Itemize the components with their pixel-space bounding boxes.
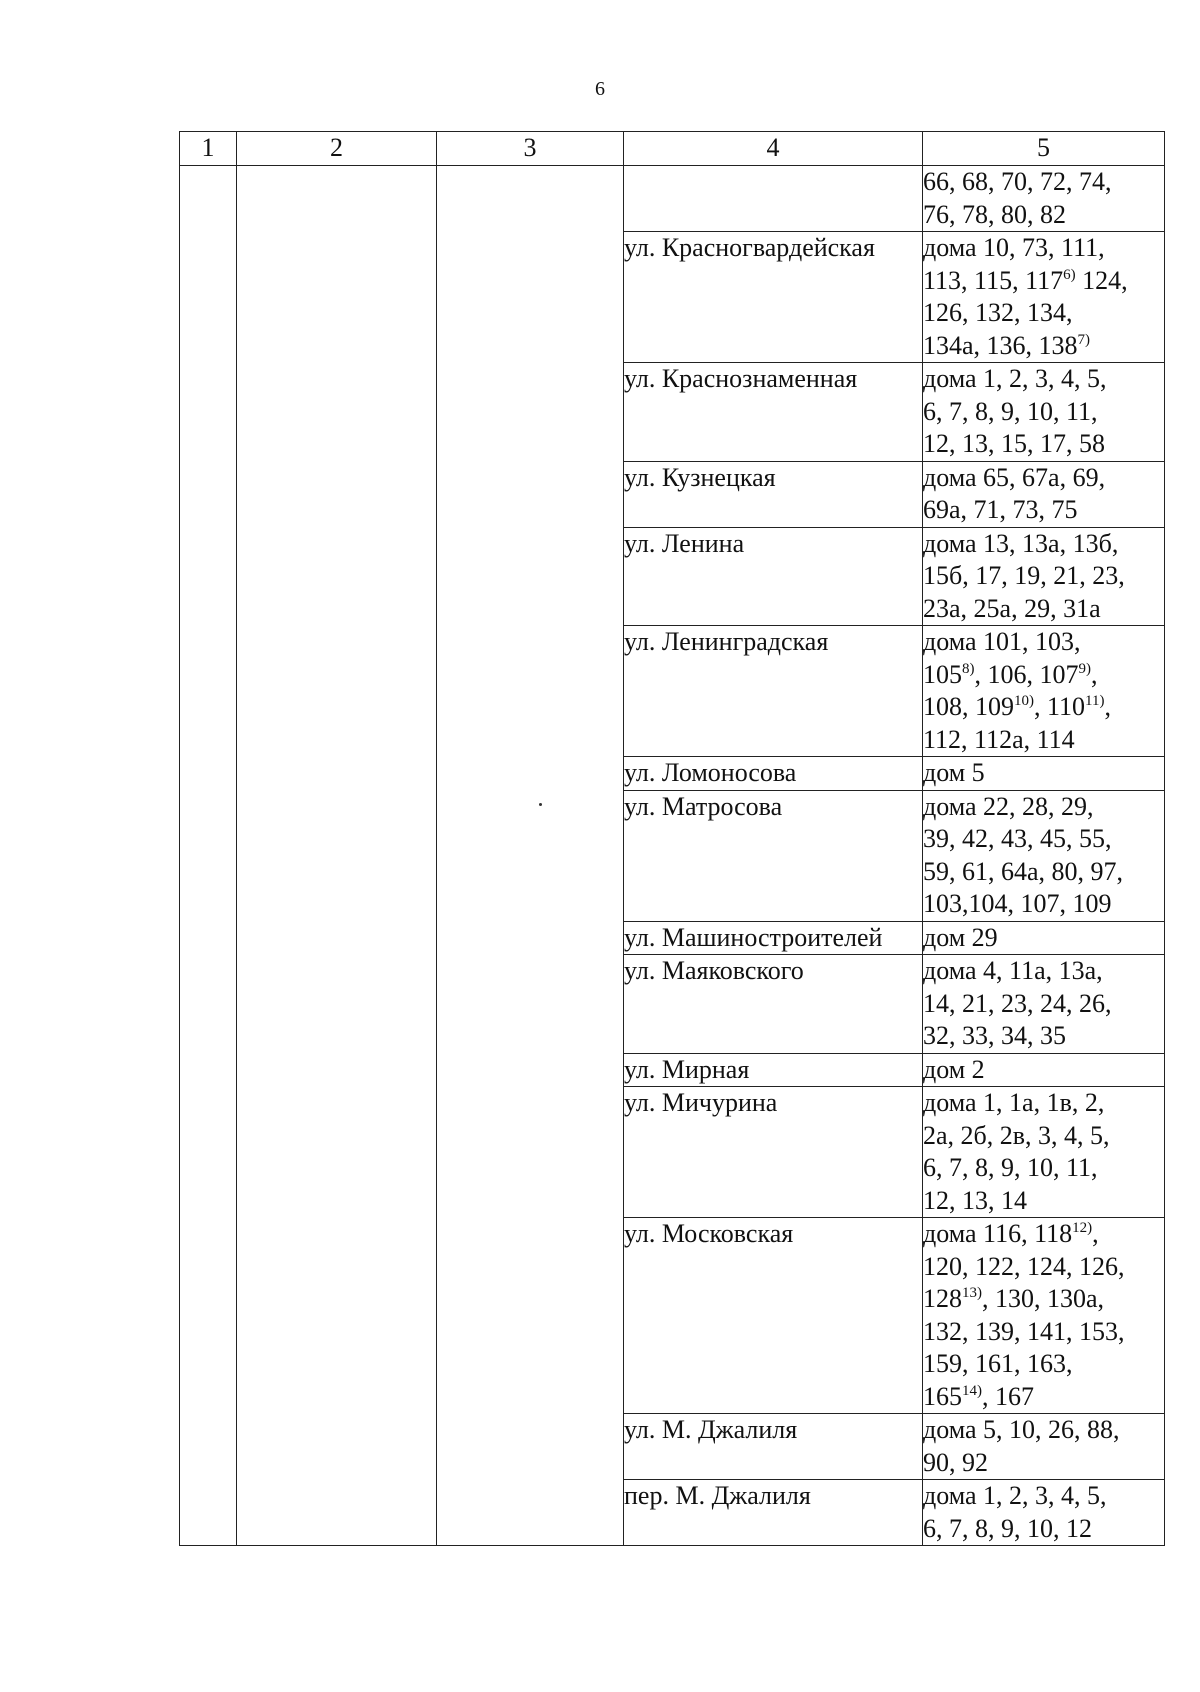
footnote-marker: 10): [1014, 693, 1034, 709]
column-1-cell: [180, 166, 237, 1546]
houses-line: дома 4, 11а, 13а,: [923, 956, 1103, 985]
houses-line: дома 13, 13а, 13б,: [923, 528, 1119, 558]
houses-line: 165$^{14)}$, 167: [923, 1381, 1034, 1411]
houses-line: 6, 7, 8, 9, 10, 11,: [923, 396, 1098, 426]
column-header-1: 1: [180, 132, 237, 166]
houses-cell: [923, 232, 1165, 363]
street-cell: ул. Машиностроителей: [624, 921, 923, 955]
street-cell: ул. Мирная: [624, 1053, 923, 1087]
houses-line: 6, 7, 8, 9, 10, 11,: [923, 1153, 1098, 1182]
column-2-cell: [237, 166, 437, 1546]
houses-line: дома 101, 103,: [923, 627, 1081, 656]
houses-line: 113, 115, 117$^{6)}$ 124,: [923, 265, 1128, 295]
houses-line: 128$^{13)}$, 130, 130а,: [923, 1284, 1105, 1313]
houses-cell: [923, 955, 1165, 1054]
footnote-marker: 13): [962, 1285, 982, 1301]
houses-line: дома 22, 28, 29,: [923, 791, 1094, 821]
houses-line: дома 10, 73, 111,: [923, 233, 1105, 262]
table-body: [180, 166, 1165, 1546]
houses-line: 103,104, 107, 109: [923, 889, 1112, 918]
address-table: [179, 131, 1165, 1546]
houses-cell: [923, 1480, 1165, 1546]
street-cell: ул. Краснознаменная: [624, 363, 923, 462]
street-cell: ул. Ленинградская: [624, 626, 923, 757]
footnote-marker: 9): [1078, 660, 1091, 677]
houses-line: 59, 61, 64а, 80, 97,: [923, 856, 1124, 886]
scan-speck: [539, 803, 542, 806]
table-row: [180, 166, 1165, 232]
houses-cell: [923, 527, 1165, 626]
column-3-cell: [437, 166, 624, 1546]
column-header-2: 2: [237, 132, 437, 166]
page-number: 6: [595, 78, 605, 100]
houses-line: 105$^{8)}$, 106, 107$^{9)}$,: [923, 659, 1098, 689]
houses-line: 14, 21, 23, 24, 26,: [923, 988, 1112, 1018]
street-cell: ул. Мичурина: [624, 1087, 923, 1218]
houses-line: 23а, 25а, 29, 31а: [923, 593, 1101, 623]
footnote-marker: 12): [1072, 1220, 1093, 1236]
houses-line: 108, 109$^{10)}$, 110$^{11)}$,: [923, 692, 1111, 721]
houses-line: дом 2: [923, 1054, 985, 1084]
houses-line: дома 1, 2, 3, 4, 5,: [923, 1481, 1107, 1510]
houses-line: 69а, 71, 73, 75: [923, 495, 1078, 524]
houses-line: 134а, 136, 138$^{7)}$: [923, 330, 1091, 360]
houses-line: 66, 68, 70, 72, 74,: [923, 167, 1112, 196]
street-cell: ул. Маяковского: [624, 955, 923, 1054]
houses-line: дом 29: [923, 922, 998, 952]
houses-cell: [923, 166, 1165, 232]
houses-line: 90, 92: [923, 1447, 988, 1477]
footnote-marker: 11): [1085, 693, 1105, 709]
footnote-marker: 7): [1077, 331, 1091, 348]
houses-line: дома 65, 67а, 69,: [923, 462, 1106, 492]
houses-line: 15б, 17, 19, 21, 23,: [923, 561, 1125, 590]
houses-cell: [923, 461, 1165, 527]
street-cell: [624, 166, 923, 232]
houses-cell: [923, 1414, 1165, 1480]
houses-cell: [923, 1218, 1165, 1414]
column-header-4: 4: [624, 132, 923, 166]
footnote-marker: 8): [962, 660, 975, 677]
houses-cell: [923, 1087, 1165, 1218]
street-cell: ул. Кузнецкая: [624, 461, 923, 527]
houses-line: 132, 139, 141, 153,: [923, 1316, 1125, 1346]
houses-line: 159, 161, 163,: [923, 1349, 1073, 1378]
footnote-marker: 14): [962, 1382, 982, 1399]
houses-cell: [923, 921, 1165, 955]
houses-line: дома 1, 2, 3, 4, 5,: [923, 364, 1107, 393]
houses-line: дом 5: [923, 758, 985, 787]
houses-line: 12, 13, 15, 17, 58: [923, 429, 1105, 458]
houses-cell: [923, 790, 1165, 921]
houses-line: 12, 13, 14: [923, 1185, 1027, 1215]
street-cell: ул. М. Джалиля: [624, 1414, 923, 1480]
street-cell: ул. Ленина: [624, 527, 923, 626]
houses-line: 32, 33, 34, 35: [923, 1021, 1066, 1050]
houses-cell: [923, 363, 1165, 462]
houses-line: 76, 78, 80, 82: [923, 199, 1066, 229]
header-row: [180, 132, 1165, 166]
street-cell: ул. Московская: [624, 1218, 923, 1414]
houses-line: дома 5, 10, 26, 88,: [923, 1415, 1120, 1444]
houses-line: 126, 132, 134,: [923, 298, 1073, 327]
street-cell: ул. Ломоносова: [624, 757, 923, 791]
street-cell: пер. М. Джалиля: [624, 1480, 923, 1546]
houses-cell: [923, 626, 1165, 757]
houses-line: 6, 7, 8, 9, 10, 12: [923, 1513, 1092, 1543]
houses-line: 120, 122, 124, 126,: [923, 1251, 1125, 1281]
street-cell: ул. Матросова: [624, 790, 923, 921]
footnote-marker: 6): [1063, 266, 1076, 283]
street-cell: ул. Красногвардейская: [624, 232, 923, 363]
houses-cell: [923, 757, 1165, 791]
houses-line: дома 1, 1а, 1в, 2,: [923, 1088, 1105, 1117]
houses-line: дома 116, 118$^{12)}$,: [923, 1219, 1099, 1248]
houses-line: 112, 112а, 114: [923, 724, 1075, 754]
houses-line: 2а, 2б, 2в, 3, 4, 5,: [923, 1120, 1110, 1150]
column-header-3: 3: [437, 132, 624, 166]
houses-cell: [923, 1053, 1165, 1087]
houses-line: 39, 42, 43, 45, 55,: [923, 824, 1112, 853]
column-header-5: 5: [923, 132, 1165, 166]
